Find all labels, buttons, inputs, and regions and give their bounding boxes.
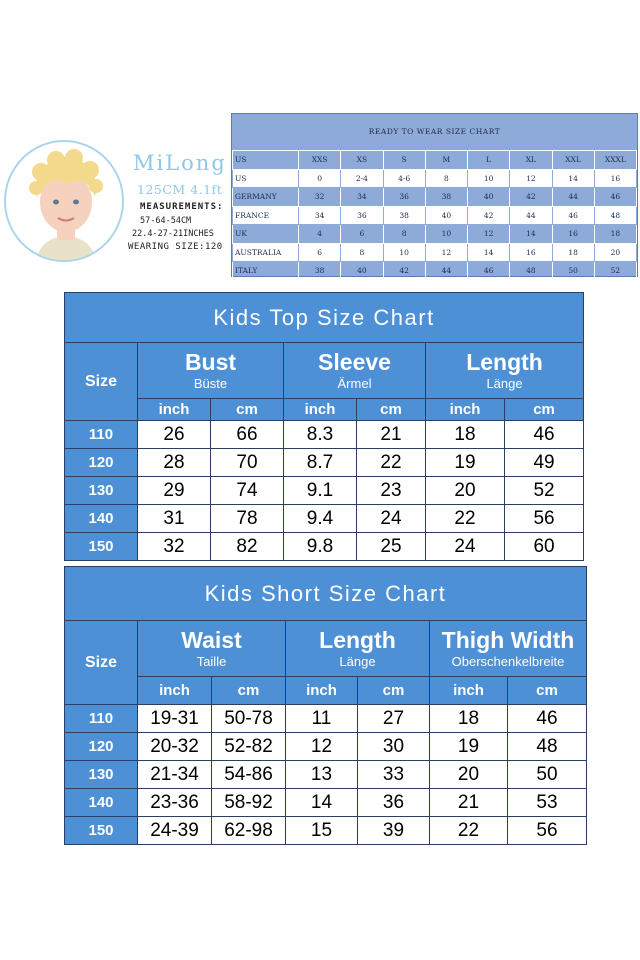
- measurement-value: 20: [426, 477, 505, 505]
- region-label: FRANCE: [233, 206, 299, 225]
- measurements-inches: 22.4-27-21INCHES: [132, 229, 214, 239]
- size-value: 34: [299, 206, 341, 225]
- measurement-value: 56: [505, 505, 584, 533]
- group-header-length: [426, 343, 584, 399]
- measurement-value: 19: [426, 449, 505, 477]
- size-conversion-row: [233, 151, 637, 170]
- measurement-value: 66: [211, 421, 284, 449]
- size-label: 130: [65, 761, 138, 789]
- size-label: 140: [65, 789, 138, 817]
- kids-short-size-chart: [64, 566, 587, 845]
- size-value: 2-4: [341, 169, 383, 188]
- size-value: 40: [425, 206, 467, 225]
- measurement-value: 70: [211, 449, 284, 477]
- region-label: UK: [233, 225, 299, 244]
- group-subtitle: Büste: [193, 376, 228, 391]
- size-value: 10: [383, 243, 425, 262]
- measurement-value: 15: [286, 817, 358, 845]
- measurement-value: 28: [138, 449, 211, 477]
- model-photo: [4, 140, 124, 262]
- measurement-value: 19: [430, 733, 508, 761]
- measurement-value: 22: [357, 449, 426, 477]
- size-value: 44: [510, 206, 552, 225]
- size-value: 18: [594, 225, 636, 244]
- measurement-value: 31: [138, 505, 211, 533]
- size-row: [65, 421, 584, 449]
- group-header-length: [286, 621, 430, 677]
- size-value: 8: [341, 243, 383, 262]
- size-value: 40: [468, 188, 510, 207]
- group-header-sleeve: [284, 343, 426, 399]
- size-conversion-row: [233, 169, 637, 188]
- group-title: Thigh Width: [441, 627, 575, 653]
- unit-label: cm: [508, 677, 587, 705]
- size-value: 42: [468, 206, 510, 225]
- measurement-value: 18: [430, 705, 508, 733]
- group-title: Bust: [184, 349, 237, 375]
- measurement-value: 50: [508, 761, 587, 789]
- size-value: 34: [341, 188, 383, 207]
- measurement-value: 29: [138, 477, 211, 505]
- measurement-value: 8.3: [284, 421, 357, 449]
- measurement-value: 24: [426, 533, 505, 561]
- size-value: 12: [468, 225, 510, 244]
- measurement-value: 82: [211, 533, 284, 561]
- size-value: 36: [341, 206, 383, 225]
- size-row: [65, 817, 587, 845]
- measurement-value: 14: [286, 789, 358, 817]
- group-title: Sleeve: [318, 349, 391, 375]
- measurement-value: 22: [430, 817, 508, 845]
- measurement-value: 24: [357, 505, 426, 533]
- size-value: 10: [468, 169, 510, 188]
- size-row: [65, 789, 587, 817]
- measurement-value: 21: [430, 789, 508, 817]
- size-header: Size: [65, 621, 138, 705]
- measurement-value: 52: [505, 477, 584, 505]
- size-conversion-row: [233, 188, 637, 207]
- size-value: 44: [425, 262, 467, 281]
- measurement-value: 33: [358, 761, 430, 789]
- size-value: 18: [552, 243, 594, 262]
- size-value: 46: [552, 206, 594, 225]
- size-value: 16: [552, 225, 594, 244]
- size-label: 140: [65, 505, 138, 533]
- region-label: US: [233, 151, 299, 170]
- wearing-size: WEARING SIZE:120: [128, 242, 223, 252]
- size-value: L: [468, 151, 510, 170]
- measurement-value: 20: [430, 761, 508, 789]
- size-row: [65, 533, 584, 561]
- measurement-value: 30: [358, 733, 430, 761]
- measurement-value: 56: [508, 817, 587, 845]
- measurement-value: 58-92: [212, 789, 286, 817]
- unit-label: inch: [138, 399, 211, 421]
- group-subtitle: Länge: [339, 654, 376, 669]
- chart-title: Kids Top Size Chart: [65, 293, 584, 343]
- size-value: 6: [299, 243, 341, 262]
- size-value: 46: [468, 262, 510, 281]
- unit-label: cm: [212, 677, 286, 705]
- size-value: 14: [510, 225, 552, 244]
- size-value: 10: [425, 225, 467, 244]
- size-value: S: [383, 151, 425, 170]
- measurement-value: 52-82: [212, 733, 286, 761]
- size-value: 50: [552, 262, 594, 281]
- size-value: 42: [383, 262, 425, 281]
- group-subtitle: Taille: [196, 654, 227, 669]
- group-header-bust: [138, 343, 284, 399]
- size-value: 20: [594, 243, 636, 262]
- size-value: 32: [299, 188, 341, 207]
- unit-label: cm: [357, 399, 426, 421]
- measurement-value: 9.4: [284, 505, 357, 533]
- measurement-value: 54-86: [212, 761, 286, 789]
- size-value: XXS: [299, 151, 341, 170]
- measurement-value: 48: [508, 733, 587, 761]
- measurement-value: 46: [505, 421, 584, 449]
- size-row: [65, 477, 584, 505]
- size-value: 48: [594, 206, 636, 225]
- size-row: [65, 449, 584, 477]
- kids-top-size-chart: [64, 292, 584, 561]
- measurement-value: 11: [286, 705, 358, 733]
- size-value: 52: [594, 262, 636, 281]
- size-value: 38: [383, 206, 425, 225]
- size-value: 46: [594, 188, 636, 207]
- size-value: 36: [383, 188, 425, 207]
- size-row: [65, 705, 587, 733]
- measurement-value: 21: [357, 421, 426, 449]
- measurement-value: 23: [357, 477, 426, 505]
- size-value: 40: [341, 262, 383, 281]
- region-label: GERMANY: [233, 188, 299, 207]
- group-title: Length: [466, 349, 543, 375]
- size-conversion-row: [233, 206, 637, 225]
- size-value: 38: [425, 188, 467, 207]
- size-value: XS: [341, 151, 383, 170]
- measurement-value: 23-36: [138, 789, 212, 817]
- size-row: [65, 733, 587, 761]
- chart-title: Kids Short Size Chart: [65, 567, 587, 621]
- size-value: M: [425, 151, 467, 170]
- region-label: US: [233, 169, 299, 188]
- measurement-value: 24-39: [138, 817, 212, 845]
- unit-label: cm: [505, 399, 584, 421]
- size-value: 16: [510, 243, 552, 262]
- measurement-value: 32: [138, 533, 211, 561]
- unit-row: [65, 399, 584, 421]
- unit-label: inch: [284, 399, 357, 421]
- size-value: 44: [552, 188, 594, 207]
- measurements-label: MEASUREMENTS:: [140, 202, 224, 212]
- measurement-value: 39: [358, 817, 430, 845]
- size-label: 120: [65, 449, 138, 477]
- group-title: Waist: [181, 627, 242, 653]
- brand-name: MiLong: [133, 151, 227, 175]
- group-subtitle: Ärmel: [337, 376, 372, 391]
- unit-label: cm: [358, 677, 430, 705]
- group-subtitle: Länge: [486, 376, 523, 391]
- measurement-value: 19-31: [138, 705, 212, 733]
- size-value: 42: [510, 188, 552, 207]
- measurement-value: 12: [286, 733, 358, 761]
- size-value: 48: [510, 262, 552, 281]
- size-value: 16: [594, 169, 636, 188]
- ready-to-wear-title: READY TO WEAR SIZE CHART: [368, 127, 501, 136]
- unit-label: cm: [211, 399, 284, 421]
- size-conversion-row: [233, 243, 637, 262]
- size-label: 130: [65, 477, 138, 505]
- size-value: 4-6: [383, 169, 425, 188]
- size-label: 150: [65, 533, 138, 561]
- child-portrait-icon: [6, 142, 124, 262]
- measurement-value: 9.8: [284, 533, 357, 561]
- size-label: 120: [65, 733, 138, 761]
- size-value: XL: [510, 151, 552, 170]
- region-label: ITALY: [233, 262, 299, 281]
- size-value: 0: [299, 169, 341, 188]
- ready-to-wear-size-chart: [231, 113, 638, 277]
- group-header-waist: [138, 621, 286, 677]
- measurement-value: 53: [508, 789, 587, 817]
- group-title: Length: [319, 627, 396, 653]
- ready-to-wear-table: [232, 150, 637, 281]
- size-value: 14: [552, 169, 594, 188]
- measurement-value: 50-78: [212, 705, 286, 733]
- measurement-value: 18: [426, 421, 505, 449]
- measurement-value: 78: [211, 505, 284, 533]
- region-label: AUSTRALIA: [233, 243, 299, 262]
- size-value: 8: [425, 169, 467, 188]
- measurement-value: 25: [357, 533, 426, 561]
- size-value: 6: [341, 225, 383, 244]
- measurements-cm: 57-64-54CM: [140, 216, 192, 226]
- size-value: 12: [510, 169, 552, 188]
- measurement-value: 74: [211, 477, 284, 505]
- size-value: 14: [468, 243, 510, 262]
- size-value: 8: [383, 225, 425, 244]
- measurement-value: 20-32: [138, 733, 212, 761]
- measurement-value: 60: [505, 533, 584, 561]
- unit-label: inch: [138, 677, 212, 705]
- size-row: [65, 761, 587, 789]
- group-subtitle: Oberschenkelbreite: [451, 654, 565, 669]
- measurement-value: 36: [358, 789, 430, 817]
- size-value: 12: [425, 243, 467, 262]
- size-conversion-row: [233, 262, 637, 281]
- measurement-value: 21-34: [138, 761, 212, 789]
- measurement-value: 9.1: [284, 477, 357, 505]
- size-value: XXL: [552, 151, 594, 170]
- size-value: XXXL: [594, 151, 636, 170]
- measurement-value: 62-98: [212, 817, 286, 845]
- size-row: [65, 505, 584, 533]
- measurement-value: 49: [505, 449, 584, 477]
- measurement-value: 8.7: [284, 449, 357, 477]
- size-label: 150: [65, 817, 138, 845]
- model-height: 125CM 4.1ft: [137, 182, 223, 197]
- unit-label: inch: [286, 677, 358, 705]
- size-label: 110: [65, 705, 138, 733]
- size-value: 38: [299, 262, 341, 281]
- measurement-value: 26: [138, 421, 211, 449]
- measurement-value: 22: [426, 505, 505, 533]
- measurement-value: 13: [286, 761, 358, 789]
- unit-row: [65, 677, 587, 705]
- size-value: 4: [299, 225, 341, 244]
- unit-label: inch: [430, 677, 508, 705]
- measurement-value: 46: [508, 705, 587, 733]
- group-header-thigh-width: [430, 621, 587, 677]
- unit-label: inch: [426, 399, 505, 421]
- size-conversion-row: [233, 225, 637, 244]
- size-header: Size: [65, 343, 138, 421]
- size-label: 110: [65, 421, 138, 449]
- measurement-value: 27: [358, 705, 430, 733]
